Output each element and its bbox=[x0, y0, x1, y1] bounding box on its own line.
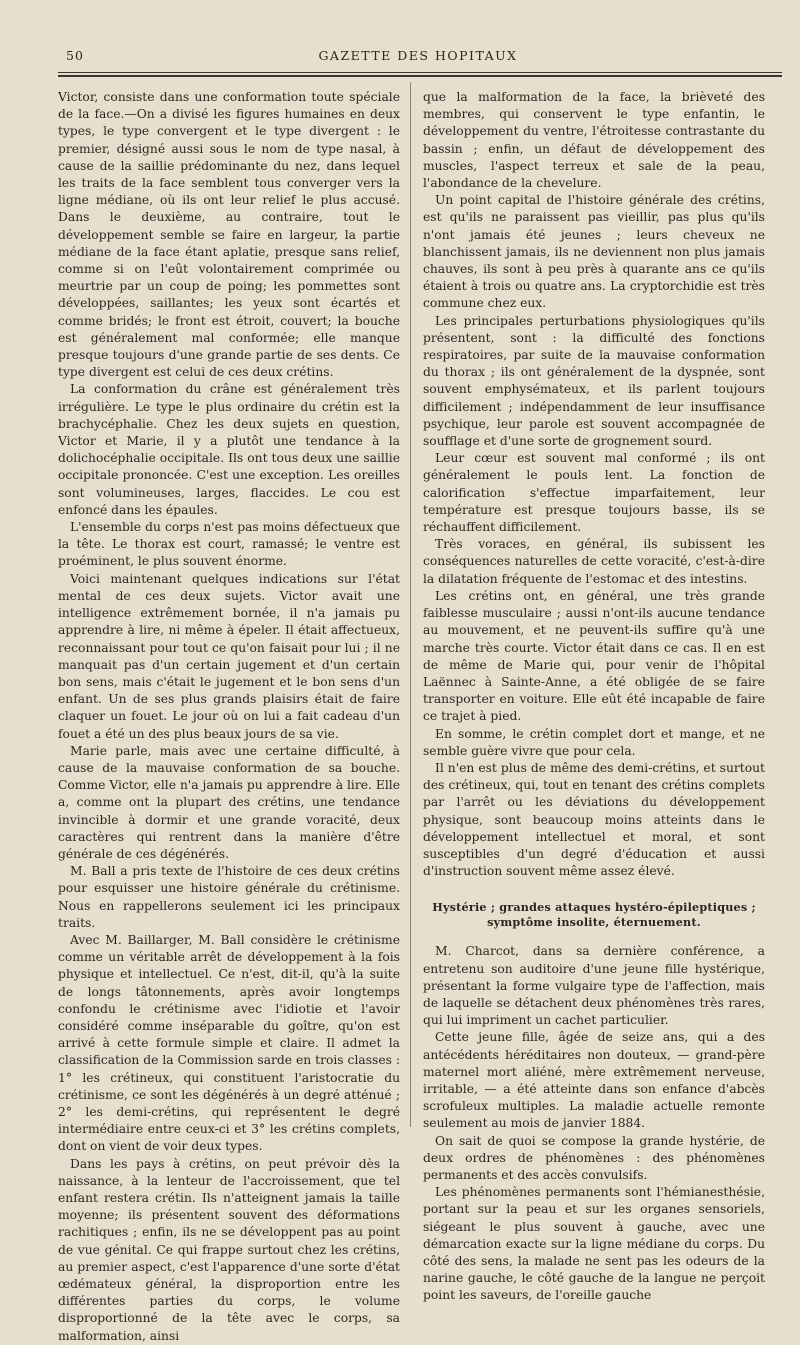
page-number: 50 bbox=[66, 48, 84, 63]
page-header bbox=[58, 48, 778, 66]
section-heading: Hystérie ; grandes attaques hystéro-épileptiques ; symptôme insolite, éternuement. bbox=[432, 900, 756, 929]
paragraph: Un point capital de l'histoire générale des crétins, est qu'ils ne paraissent pas vieillir, pas plus qu'ils n'ont jamais été jeunes ; leurs cheveux ne blanchissent jamais, ils ne deviennent non plus jamais chauves, ils sont à peu près à quarante ans ce qu'ils étaient à trois ou quatre ans. La cryptorchidie est très commune chez eux. bbox=[423, 193, 765, 311]
paragraph: La conformation du crâne est généralement très irrégulière. Le type le plus ordinaire du crétin est la brachycéphalie. Chez les deux sujets en question, Victor et Marie, il y a plutôt une tendance à la dolichocéphalie occipitale. Ils ont tous deux une saillie occipitale prononcée. C'est une exception. Les oreilles sont volumineuses, larges, flaccides. Le cou est enfoncé dans les épaules. bbox=[58, 382, 400, 517]
paragraph: Dans les pays à crétins, on peut prévoir dès la naissance, à la lenteur de l'accroissement, que tel enfant restera crétin. Ils n'atteignent jamais la taille moyenne; ils présentent souvent des déformations rachitiques ; enfin, ils ne se développent pas au point de vue génital. Ce qui frappe surtout chez les crétins, au premier aspect, c'est l'apparence d'une sorte d'état œdémateux général, la disproportion entre les différentes parties du corps, le volume disproportionné de la tête avec le corps, sa malformation, ainsi bbox=[58, 1156, 400, 1343]
right-column bbox=[423, 89, 765, 1305]
paragraph: Les phénomènes permanents sont l'hémianesthésie, portant sur la peau et sur les organes sensoriels, siégeant le plus souvent à gauche, avec une démarcation exacte sur la ligne médiane du corps. Du côté des sens, la malade ne sent pas les odeurs de la narine gauche, le côté gauche de la langue ne perçoit point les saveurs, de l'oreille gauche bbox=[423, 1185, 765, 1303]
paragraph: Voici maintenant quelques indications sur l'état mental de ces deux sujets. Victor avait une intelligence extrêmement bornée, il n'a jamais pu apprendre à lire, ni même à épeler. Il était affectueux, reconnaissant pour tout ce qu'on faisait pour lui ; il ne manquait pas d'un certain jugement et d'un certain bon sens, mais c'était le jugement et le bon sens d'un enfant. Un de ses plus grands plaisirs était de faire claquer un fouet. Le jour où on lui a fait cadeau d'un fouet a été un des plus beaux jours de sa vie. bbox=[58, 571, 400, 741]
left-column bbox=[58, 89, 400, 1345]
journal-title: GAZETTE DES HOPITAUX bbox=[318, 48, 518, 63]
paragraph: M. Charcot, dans sa dernière conférence, a entretenu son auditoire d'une jeune fille hystérique, présentant la forme vulgaire type de l'affection, mais de laquelle se détachent deux phénomènes très rares, qui lui impriment un cachet particulier. bbox=[423, 944, 765, 1028]
paragraph: Marie parle, mais avec une certaine difficulté, à cause de la mauvaise conformation de sa bouche. Comme Victor, elle n'a jamais pu apprendre à lire. Elle a, comme ont la plupart des crétins, une tendance invincible à dormir et une grande voracité, deux caractères qui rentrent dans la manière d'être générale de ces dégénérés. bbox=[58, 743, 400, 861]
paragraph: Leur cœur est souvent mal conformé ; ils ont généralement le pouls lent. La fonction de calorification s'effectue imparfaitement, leur température est presque toujours basse, ils se réchauffent difficilement. bbox=[423, 451, 765, 535]
paragraph: L'ensemble du corps n'est pas moins défectueux que la tête. Le thorax est court, ramassé; le ventre est proéminent, le plus souvent énorme. bbox=[58, 520, 400, 569]
paragraph: Cette jeune fille, âgée de seize ans, qui a des antécédents héréditaires non douteux, — grand-père maternel mort aliéné, mère extrêmement nerveuse, irritable, — a été atteinte dans son enfance d'abcès scrofuleux multiples. La maladie actuelle remonte seulement au mois de janvier 1884. bbox=[423, 1030, 765, 1131]
paragraph: que la malformation de la face, la brièveté des membres, qui conservent le type enfantin, le développement du ventre, l'étroitesse contrastante du bassin ; enfin, un défaut de développement des muscles, l'aspect terreux et sale de la peau, l'abondance de la chevelure. bbox=[423, 90, 765, 191]
header-rule-thin bbox=[58, 72, 782, 73]
paragraph: Il n'en est plus de même des demi-crétins, et surtout des crétineux, qui, tout en tenant des crétins complets par l'arrêt ou les déviations du développement physique, sont beaucoup moins atteints dans le développement intellectuel et moral, et sont susceptibles d'un degré d'éducation et aussi d'instruction souvent même assez élevé. bbox=[423, 760, 765, 879]
paragraph: Victor, consiste dans une conformation toute spéciale de la face.—On a divisé les figures humaines en deux types, le type convergent et le type divergent : le premier, désigné aussi sous le nom de type nasal, à cause de la saillie prédominante du nez, dans lequel les traits de la face semblent tous converger vers la ligne médiane, où ils ont leur relief le plus accusé. Dans le deuxième, au contraire, tout le développement semble se faire en largeur, la partie médiane de la face étant aplatie, presque sans relief, comme si on l'eût volontairement comprimée ou meurtrie par un coup de poing; les pommettes sont développées, saillantes; les yeux sont écartés et comme bridés; le front est étroit, couvert; la bouche est généralement mal conformée; elle manque presque toujours d'une grande partie de ses dents. Ce type divergent est celui de ces deux crétins. bbox=[58, 90, 400, 380]
column-divider bbox=[410, 82, 411, 1127]
paragraph: En somme, le crétin complet dort et mange, et ne semble guère vivre que pour cela. bbox=[423, 726, 765, 758]
paragraph: M. Ball a pris texte de l'histoire de ces deux crétins pour esquisser une histoire générale du crétinisme. Nous en rappellerons seulement ici les principaux traits. bbox=[58, 864, 400, 930]
paragraph: Les principales perturbations physiologiques qu'ils présentent, sont : la difficulté des fonctions respiratoires, par suite de la mauvaise conformation du thorax ; ils ont généralement de la dyspnée, sont souvent emphysémateux, et ils parlent toujours difficilement ; indépendamment de leur insuffisance psychique, leur parole est souvent accompagnée de soufflage et d'une sorte de grognement sourd. bbox=[423, 313, 765, 449]
paragraph: Les crétins ont, en général, une très grande faiblesse musculaire ; aussi n'ont-ils aucune tendance au mouvement, et ne peuvent-ils suffire qu'à une marche très courte. Victor était dans ce cas. Il en est de même de Marie qui, pour venir de l'hôpital Laënnec à Sainte-Anne, a été obligée de se faire transporter en voiture. Elle eût été incapable de faire ce trajet à pied. bbox=[423, 588, 765, 724]
header-rule-thick bbox=[58, 75, 782, 77]
paragraph: On sait de quoi se compose la grande hystérie, de deux ordres de phénomènes : des phénomènes permanents et des accès convulsifs. bbox=[423, 1133, 765, 1182]
paragraph: Avec M. Baillarger, M. Ball considère le crétinisme comme un véritable arrêt de développement à la fois physique et intellectuel. Ce n'est, dit-il, qu'à la suite de longs tâtonnements, après avoir longtemps confondu le crétinisme avec l'idiotie et l'avoir considéré comme inséparable du goître, qu'on est arrivé à cette formule simple et claire. Il admet la classification de la Commission sarde en trois classes : 1° les crétineux, qui constituent l'aristocratie du crétinisme, ce sont les dégénérés à un degré atténué ; 2° les demi-crétins, qui représentent le degré intermédiaire entre ceux-ci et 3° les crétins complets, dont on vient de voir deux types. bbox=[58, 932, 400, 1154]
paragraph: Très voraces, en général, ils subissent les conséquences naturelles de cette voracité, c'est-à-dire la dilatation fréquente de l'estomac et des intestins. bbox=[423, 537, 765, 586]
